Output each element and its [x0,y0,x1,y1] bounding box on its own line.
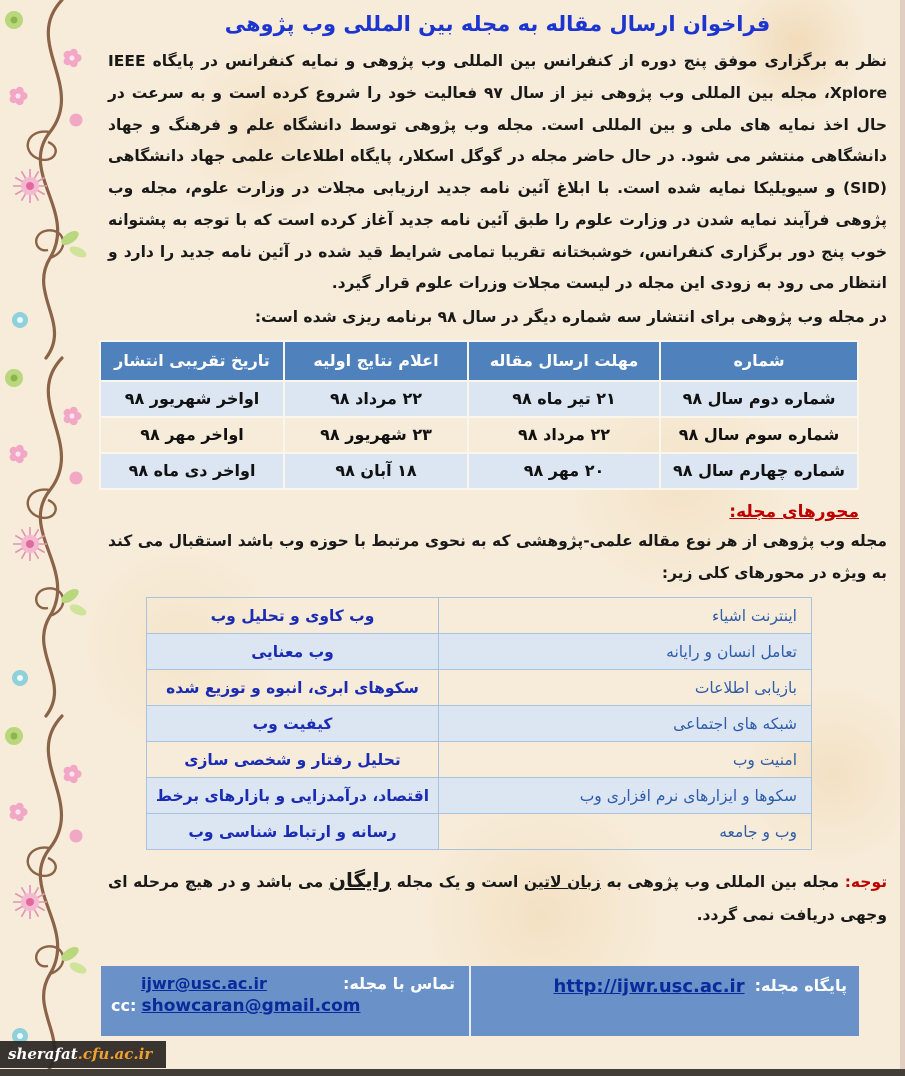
schedule-row [100,417,858,453]
schedule-cell: اواخر مهر ۹۸ [100,417,284,453]
topic-row [147,706,812,742]
contact-mail-line2 [111,996,455,1016]
contact-label: تماس با مجله: [342,974,455,993]
topic-cell: وب و جامعه [439,814,812,850]
topic-cell: تعامل انسان و رایانه [439,634,812,670]
cc-email-link[interactable]: showcaran@gmail.com [141,996,361,1016]
flyer-content [92,0,905,1076]
schedule-cell: شماره دوم سال ۹۸ [660,381,858,417]
watermark-domain: .cfu.ac.ir [77,1045,153,1063]
topic-row [147,598,812,634]
schedule-cell: ۲۲ مرداد ۹۸ [468,417,660,453]
schedule-cell: ۲۲ مرداد ۹۸ [284,381,468,417]
contact-site-cell [469,966,859,1036]
schedule-col-issue: شماره [660,341,858,381]
topic-cell: وب معنایی [147,634,439,670]
topic-cell: امنیت وب [439,742,812,778]
topic-cell: اقتصاد، درآمدزایی و بازارهای برخط [147,778,439,814]
schedule-cell: شماره چهارم سال ۹۸ [660,453,858,489]
schedule-cell: شماره سوم سال ۹۸ [660,417,858,453]
topic-row [147,814,812,850]
site-label: پایگاه مجله: [754,976,847,995]
topic-row [147,634,812,670]
page-title: فراخوان ارسال مقاله به مجله بین المللی وب پژوهی [224,12,771,36]
contact-mail-line1 [111,974,455,993]
intro-paragraph: نظر به برگزاری موفق پنج دوره از کنفرانس بین المللی وب پژوهی و نمایه کنفرانس در پایگاه IEEE Xplore، مجله بین المللی وب پژوهی نیز از سال ۹۷ فعالیت خود را شروع کرده است و به سرعت در حال اخذ نمایه های ملی و بین المللی است. مجله وب پژوهی توسط دانشگاه علم و فرهنگ و جهاد دانشگاهی منتشر می شود. در حال حاضر مجله در گوگل اسکلار، پایگاه اطلاعات علمی جهاد دانشگاهی (SID) و سیویلیکا نمایه شده است. با ابلاغ آئین نامه جدید ارزیابی مجلات در وزارت علوم، مجله وب پژوهی فرآیند نمایه شدن در وزارت علوم را طبق آئین نامه جدید آغاز کرده است که با توجه به پشتوانه خوب پنج دور برگزاری کنفرانس، خوشبختانه تقریبا تمامی شرایط قید شده در آئین نامه جدید را دارد و انتظار می رود به زودی این مجله در لیست مجلات وزرات علوم قرار گیرد. [108,52,887,293]
schedule-cell: ۲۳ شهریور ۹۸ [284,417,468,453]
schedule-col-deadline: مهلت ارسال مقاله [468,341,660,381]
journal-website-link[interactable]: http://ijwr.usc.ac.ir [553,976,745,997]
topics-table [146,597,812,850]
watermark-site: sherafat [8,1045,78,1063]
schedule-col-results: اعلام نتایج اولیه [284,341,468,381]
watermark-badge [0,1041,166,1068]
schedule-col-publish: تاریخ تقریبی انتشار [100,341,284,381]
topic-cell: سکوها و ایزارهای نرم افزاری وب [439,778,812,814]
schedule-cell: اواخر دی ماه ۹۸ [100,453,284,489]
flex-spacer [108,931,887,958]
notice-text: است و یک مجله [390,873,524,892]
topic-cell: بازیابی اطلاعات [439,670,812,706]
notice-text: مجله بین المللی وب پژوهی به [600,873,845,892]
contact-bar [101,966,859,1036]
contact-mail-cell [101,966,469,1036]
notice-label: توجه: [844,873,888,892]
schedule-intro: در مجله وب پژوهی برای انتشار سه شماره دیگر در سال ۹۸ برنامه ریزی شده است: [254,308,887,327]
topic-cell: رسانه و ارتباط شناسی وب [147,814,439,850]
topic-row [147,778,812,814]
schedule-cell: ۲۱ تیر ماه ۹۸ [468,381,660,417]
schedule-row [100,381,858,417]
schedule-header-row [100,341,858,381]
floral-border-decoration [0,0,92,1076]
topic-cell: کیفیت وب [147,706,439,742]
schedule-cell: ۱۸ آبان ۹۸ [284,453,468,489]
notice-underline-free: رایگان [328,868,391,893]
topic-cell: شبکه های اجتماعی [439,706,812,742]
notice-text: می باشد و در هیچ مرحله ای وجهی دریافت نمی گردد. [108,873,887,925]
topics-intro: مجله وب پژوهی از هر نوع مقاله علمی-پژوهشی که به نحوی مرتبط با حوزه وب باشد استقبال می کند به ویژه در محورهای کلی زیر: [108,531,887,582]
topic-cell: وب کاوی و تحلیل وب [147,598,439,634]
schedule-cell: اواخر شهریور ۹۸ [100,381,284,417]
schedule-row [100,453,858,489]
cc-label: cc: [111,996,137,1015]
topic-row [147,742,812,778]
right-edge-strip [900,0,905,1076]
schedule-table [99,340,859,490]
topic-row [147,670,812,706]
topics-heading: محورهای مجله: [729,501,859,522]
journal-email-link[interactable]: ijwr@usc.ac.ir [141,974,267,993]
notice-paragraph [108,860,887,931]
topic-cell: تحلیل رفتار و شخصی سازی [147,742,439,778]
notice-underline-latin: زبان لاتین [523,873,601,892]
schedule-cell: ۲۰ مهر ۹۸ [468,453,660,489]
bottom-edge-strip [0,1069,905,1076]
topic-cell: سکوهای ابری، انبوه و توزیع شده [147,670,439,706]
topic-cell: اینترنت اشیاء [439,598,812,634]
